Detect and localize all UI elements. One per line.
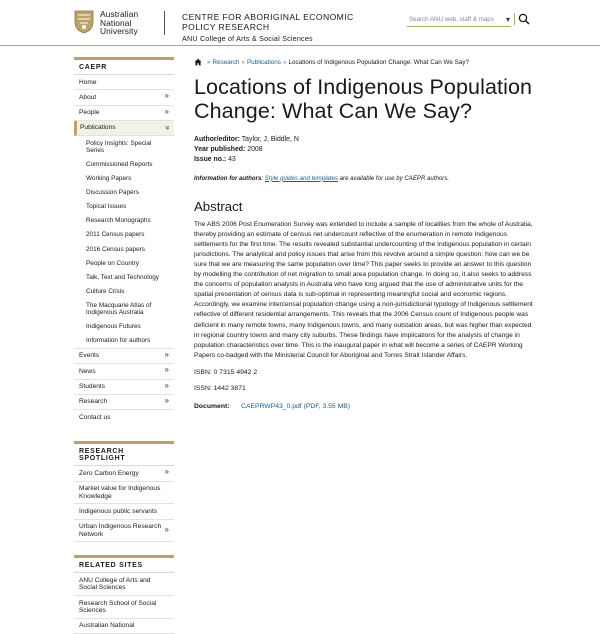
submenu-item[interactable]: Commissioned Reports bbox=[86, 160, 153, 168]
submenu-item[interactable]: Talk, Text and Technology bbox=[86, 273, 159, 281]
submenu-item[interactable]: Policy Insights: Special Series bbox=[86, 139, 152, 154]
expand-icon[interactable]: » bbox=[164, 467, 169, 477]
breadcrumb bbox=[194, 57, 536, 67]
year-value: 2008 bbox=[247, 146, 263, 154]
year-row bbox=[194, 145, 536, 155]
spotlight-item-label: Urban Indigenous Research Network bbox=[79, 523, 162, 538]
site-header bbox=[0, 0, 600, 46]
site-title[interactable]: CENTRE FOR ABORIGINAL ECONOMIC POLICY RESEARCH bbox=[182, 12, 354, 32]
submenu-item[interactable]: Discussion Papers bbox=[86, 189, 139, 197]
spotlight-item-label: Zero Carbon Energy bbox=[79, 469, 139, 477]
issue-value: 43 bbox=[228, 156, 236, 164]
spotlight-item[interactable] bbox=[74, 504, 174, 519]
breadcrumb-publications[interactable]: Publications bbox=[246, 58, 281, 66]
search-icon[interactable] bbox=[518, 13, 530, 25]
sidebar-item-about[interactable] bbox=[74, 90, 174, 105]
sidebar-item-events[interactable] bbox=[74, 349, 174, 364]
sidebar-item-label: Contact us bbox=[79, 413, 111, 421]
issue-row bbox=[194, 155, 536, 165]
submenu-item[interactable]: Indigenous Futures bbox=[86, 323, 141, 331]
logo-line: University bbox=[100, 26, 138, 37]
expand-icon[interactable]: » bbox=[164, 106, 169, 116]
sidebar-item-label: People bbox=[79, 109, 100, 117]
search-input[interactable] bbox=[407, 16, 501, 23]
research-spotlight bbox=[74, 441, 174, 542]
related-item-label: Research School of Social Sciences bbox=[79, 599, 157, 614]
sidebar-item-people[interactable] bbox=[74, 106, 174, 121]
related-item[interactable] bbox=[74, 596, 174, 619]
submenu-item[interactable]: Culture Crisis bbox=[86, 287, 125, 295]
info-colon: : bbox=[261, 174, 264, 182]
sidebar-item-publications[interactable] bbox=[74, 121, 174, 136]
anu-logo[interactable] bbox=[74, 10, 170, 38]
breadcrumb-current: Locations of Indigenous Population Change: What Can We Say? bbox=[288, 58, 469, 66]
issue-label: Issue no.: bbox=[194, 156, 227, 164]
sidebar-item-contact[interactable] bbox=[74, 410, 174, 424]
breadcrumb-separator: » bbox=[207, 58, 211, 66]
logo-line: Australian bbox=[100, 9, 139, 19]
info-label: Information for authors bbox=[194, 174, 262, 182]
publications-submenu bbox=[74, 136, 174, 349]
submenu-item[interactable]: Topical Issues bbox=[86, 203, 127, 211]
spotlight-item[interactable] bbox=[74, 482, 174, 505]
abstract-heading: Abstract bbox=[194, 198, 243, 214]
expand-icon[interactable]: » bbox=[164, 395, 169, 405]
spotlight-item-label: Indigenous public servants bbox=[79, 507, 158, 515]
sidebar bbox=[74, 57, 174, 634]
search-scope-dropdown[interactable]: ▾ bbox=[506, 15, 511, 24]
author-label: Author/editor: bbox=[194, 136, 240, 143]
search-divider bbox=[514, 13, 515, 25]
publication-meta bbox=[194, 135, 536, 166]
document-label: Document: bbox=[194, 402, 230, 410]
sidebar-item-label: Research bbox=[79, 398, 108, 406]
info-rest: are available for use by CAEPR authors. bbox=[339, 174, 450, 182]
related-sites bbox=[74, 555, 174, 634]
related-heading: RELATED SITES bbox=[74, 558, 174, 573]
submenu-item[interactable]: 2011 Census papers bbox=[86, 231, 145, 239]
spotlight-item-label: Market value for Indigenous Knowledge bbox=[79, 485, 161, 500]
author-value: Taylor, J, Biddle, N bbox=[241, 136, 299, 143]
submenu-item[interactable]: 2016 Census papers bbox=[86, 245, 145, 253]
sidebar-heading: CAEPR bbox=[74, 60, 174, 75]
author-row bbox=[194, 135, 536, 145]
sidebar-item-students[interactable] bbox=[74, 380, 174, 395]
logo-wordmark bbox=[100, 10, 138, 36]
home-icon[interactable] bbox=[194, 58, 202, 66]
abstract-text: The ABS 2006 Post Enumeration Survey was extended to include a sample of localities from the whole of Australia, thereby providing an estimate of census net undercount reflective of the enumeration in remote Indigenous settlements for the first time. The results revealed substantial undercounting of the Indigenous population in certain jurisdictions. The analytical and policy issues that arise from this revolve around a simple question: how can we be sure that we are measuring the same population over time? This paper seeks to provide an answer to this question by modelling the contribution of net migration to small area population change. In doing so, it also seeks to address the concerns of population analysts in Australia who have long argued that the use of administrative units for the spatial presentation of census data is sub-optimal in representing meaningful social and economic regions. Accordingly, we examine intercensal population change using a non-jurisdictional typology of Indigenous settlement reflective of different residential arrangements. This reveals that the 2006 Census count of Indigenous people was deficient in many remote towns, many Indigenous towns, and many outstation areas, but was higher than expected in regional country towns and many city suburbs. These findings have implications for the analysis of change in population characteristics over time. This is the inaugural paper in what will become a series of CAEPR Working Papers co-badged with the Ministerial Council for Aboriginal and Torres Strait Islander Affairs. bbox=[194, 220, 533, 359]
main-content bbox=[194, 57, 536, 410]
submenu-item[interactable]: Research Monographs bbox=[86, 217, 151, 225]
spotlight-item[interactable] bbox=[74, 466, 174, 481]
submenu-item[interactable]: People on Country bbox=[86, 259, 139, 267]
expand-icon[interactable]: » bbox=[164, 365, 169, 375]
document-row bbox=[194, 403, 536, 410]
search-box bbox=[407, 13, 511, 27]
document-download-link[interactable]: CAEPRWP43_0.pdf (PDF, 3.55 MB) bbox=[241, 402, 351, 410]
expand-icon[interactable]: » bbox=[164, 91, 169, 101]
site-subtitle[interactable]: ANU College of Arts & Social Sciences bbox=[182, 34, 313, 43]
related-item-label: ANU College of Arts and Social Sciences bbox=[79, 576, 151, 592]
spotlight-item[interactable] bbox=[74, 520, 174, 543]
related-item[interactable] bbox=[74, 619, 174, 634]
related-item-label: Australian National bbox=[79, 622, 135, 630]
author-info bbox=[194, 175, 536, 182]
page-title: Locations of Indigenous Population Change: What Can We Say? bbox=[194, 75, 533, 123]
collapse-icon[interactable]: « bbox=[162, 125, 172, 130]
submenu-item[interactable]: The Macquarie Atlas of Indigenous Australia bbox=[86, 301, 152, 317]
spotlight-heading: RESEARCH SPOTLIGHT bbox=[74, 444, 174, 466]
expand-icon[interactable]: » bbox=[164, 380, 169, 390]
sidebar-item-label: Publications bbox=[80, 124, 116, 132]
breadcrumb-separator: » bbox=[282, 58, 287, 66]
isbn: ISBN: 0 7315 4942 2 bbox=[194, 368, 258, 376]
sidebar-item-label: News bbox=[79, 367, 96, 375]
year-label: Year published: bbox=[194, 146, 246, 154]
breadcrumb-separator: » bbox=[241, 58, 245, 66]
sidebar-item-label: About bbox=[79, 93, 97, 101]
logo-line: National bbox=[100, 17, 132, 28]
sidebar-item-label: Events bbox=[79, 352, 100, 360]
sidebar-item-label: Students bbox=[79, 383, 106, 390]
submenu-item[interactable]: Working Papers bbox=[86, 175, 132, 183]
breadcrumb-research[interactable]: Research bbox=[212, 58, 240, 66]
related-item[interactable] bbox=[74, 573, 174, 596]
submenu-item[interactable]: Information for authors bbox=[86, 337, 151, 345]
sidebar-item-research[interactable] bbox=[74, 395, 174, 410]
issn: ISSN: 1442 3871 bbox=[194, 384, 246, 392]
sidebar-item-news[interactable] bbox=[74, 364, 174, 379]
style-guides-link[interactable]: Style guides and templates bbox=[264, 174, 338, 182]
caepr-nav bbox=[74, 57, 174, 424]
logo-divider bbox=[164, 11, 165, 35]
sidebar-item-label: Home bbox=[79, 78, 97, 86]
sidebar-item-home[interactable] bbox=[74, 75, 174, 90]
expand-icon[interactable]: » bbox=[164, 524, 169, 534]
expand-icon[interactable]: » bbox=[164, 349, 169, 359]
anu-crest-icon bbox=[74, 10, 94, 34]
